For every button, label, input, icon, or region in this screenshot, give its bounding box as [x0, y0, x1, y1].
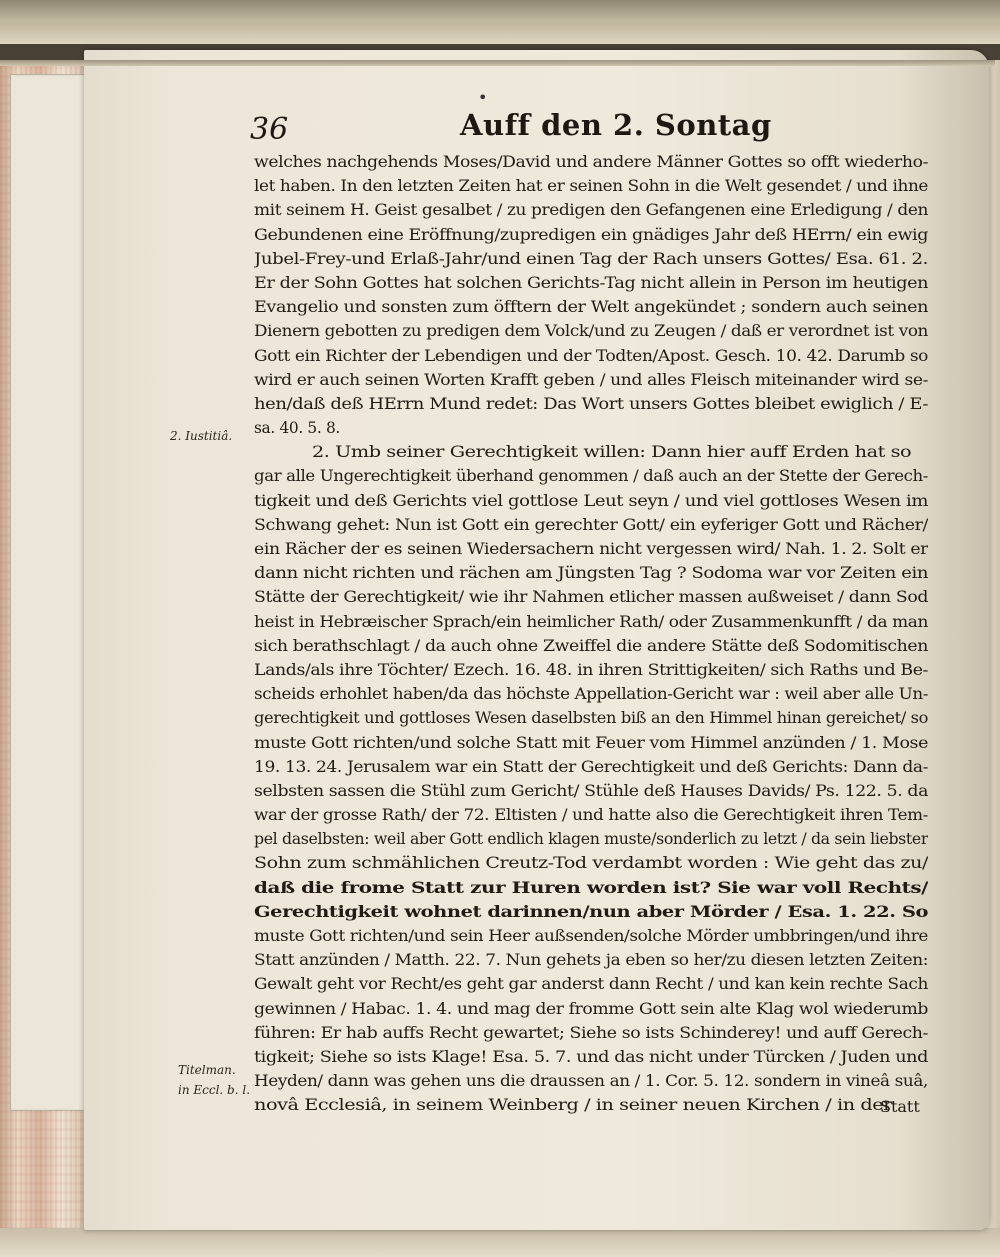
margin-note-titelman: Titelman.: [178, 1063, 236, 1077]
text-line: gar alle Ungerechtigkeit überhand genommen / daß auch an der Stette der Gerech-: [254, 467, 928, 486]
margin-note-eccl: in Eccl. b. l.: [178, 1083, 251, 1097]
text-line: Gewalt geht vor Recht/es geht gar anderst dann Recht / und kan kein rechte Sach: [254, 975, 928, 994]
text-line: wird er auch seinen Worten Krafft geben / und alles Fleisch miteinander wird se-: [254, 370, 928, 389]
text-line: gewinnen / Habac. 1. 4. und mag der fromme Gott sein alte Klag wol wiederumb: [254, 999, 928, 1018]
text-line: ein Rächer der es seinen Wiedersachern nicht vergessen wird/ Nah. 1. 2. Solt er: [254, 540, 928, 558]
text-line: Sohn zum schmählichen Creutz-Tod verdambt worden : Wie geht das zu/: [254, 854, 928, 873]
catchword: Statt: [880, 1097, 920, 1116]
text-line: dann nicht richten und rächen am Jüngsten Tag ? Sodoma war vor Zeiten ein: [254, 564, 928, 583]
text-line: Evangelio und sonsten zum öfftern der Welt angekündet ; sondern auch seinen: [254, 298, 928, 317]
text-line: 2. Umb seiner Gerechtigkeit willen: Dann hier auff Erden hat so: [312, 443, 912, 462]
text-line: Heyden/ dann was gehen uns die draussen an / 1. Cor. 5. 12. sondern in vineâ suâ,: [254, 1072, 928, 1091]
text-line: führen: Er hab auffs Recht gewartet; Siehe so ists Schinderey! und auff Gerech-: [254, 1023, 928, 1042]
text-line: Stätte der Gerechtigkeit/ wie ihr Nahmen etlicher massen außweiset / dann Sod: [254, 588, 928, 607]
text-line: Gerechtigkeit wohnet darinnen/nun aber Mörder / Esa. 1. 22. So: [254, 901, 928, 921]
scan-bottom-edge: [0, 1228, 1000, 1257]
text-line: Gott ein Richter der Lebendigen und der Todten/Apost. Gesch. 10. 42. Darumb so: [254, 346, 928, 365]
ink-dot: •: [478, 88, 488, 107]
top-shelf-edge: [0, 60, 995, 66]
text-line: Lands/als ihre Töchter/ Ezech. 16. 48. in ihren Strittigkeiten/ sich Raths und Be-: [254, 660, 928, 679]
text-line: muste Gott richten/und solche Statt mit Feuer vom Himmel anzünden / 1. Mose: [254, 733, 928, 752]
text-line: Er der Sohn Gottes hat solchen Gerichts-Tag nicht allein in Person im heutigen: [254, 273, 928, 292]
text-line: mit seinem H. Geist gesalbet / zu predigen den Gefangenen eine Erledigung / den: [254, 201, 928, 220]
text-line: daß die frome Statt zur Huren worden ist? Sie war voll Rechts/: [254, 877, 928, 897]
text-line: scheids erhohlet haben/da das höchste Appellation-Gericht war : weil aber alle Un-: [254, 685, 928, 704]
text-line: Jubel-Frey-und Erlaß-Jahr/und einen Tag der Rach unsers Gottes/ Esa. 61. 2.: [254, 249, 928, 268]
text-line: Gebundenen eine Eröffnung/zupredigen ein gnädiges Jahr deß HErrn/ ein ewig: [254, 225, 928, 244]
text-line: tigkeit und deß Gerichts viel gottlose Leut seyn / und viel gottloses Wesen im: [254, 491, 928, 510]
text-line: selbsten sassen die Stühl zum Gericht/ Stühle deß Hauses Davids/ Ps. 122. 5. da: [254, 781, 928, 800]
text-line: let haben. In den letzten Zeiten hat er seinen Sohn in die Welt gesendet / und ihne: [254, 177, 928, 196]
text-line: hen/daß deß HErrn Mund redet: Das Wort unsers Gottes bleibet ewiglich / E-: [254, 394, 928, 413]
text-line: war der grosse Rath/ der 72. Eltisten / und hatte also die Gerechtigkeit ihren Tem-: [254, 806, 928, 825]
text-line: sich berathschlagt / da auch ohne Zweiffel die andere Stätte deß Sodomitischen: [254, 636, 928, 655]
text-line: tigkeit; Siehe so ists Klage! Esa. 5. 7. und das nicht under Türcken / Juden und: [254, 1047, 928, 1066]
text-line: 19. 13. 24. Jerusalem war ein Statt der Gerechtigkeit und deß Gerichts: Dann da-: [254, 757, 928, 776]
text-line: Schwang gehet: Nun ist Gott ein gerechter Gott/ ein eyferiger Gott und Rächer/: [254, 515, 928, 534]
scan-top-edge: [0, 22, 1000, 44]
page-number: 36: [250, 112, 289, 147]
body-text-block: [254, 150, 928, 1118]
text-line: heist in Hebræischer Sprach/ein heimlicher Rath/ oder Zusammenkunfft / da man: [254, 612, 928, 631]
margin-note-iustitia: 2. Iustitiâ.: [170, 429, 233, 443]
text-line: welches nachgehends Moses/David und andere Männer Gottes so offt wiederho-: [254, 153, 928, 171]
text-line: muste Gott richten/und sein Heer außsenden/solche Mörder umbbringen/und ihre: [254, 927, 928, 945]
running-head: Auff den 2. Sontag: [460, 108, 772, 142]
text-line: novâ Ecclesiâ, in seinem Weinberg / in seiner neuen Kirchen / in der: [254, 1096, 892, 1115]
text-line: Dienern gebotten zu predigen dem Volck/und zu Zeugen / daß er verordnet ist von: [254, 322, 928, 341]
text-line: sa. 40. 5. 8.: [254, 419, 340, 438]
text-line: gerechtigkeit und gottloses Wesen daselbsten biß an den Himmel hinan gereichet/ so: [254, 709, 928, 728]
text-line: pel daselbsten: weil aber Gott endlich klagen muste/sonderlich zu letzt / da sein liebster: [254, 830, 928, 849]
text-line: Statt anzünden / Matth. 22. 7. Nun gehets ja eben so her/zu diesen letzten Zeiten:: [254, 951, 928, 970]
